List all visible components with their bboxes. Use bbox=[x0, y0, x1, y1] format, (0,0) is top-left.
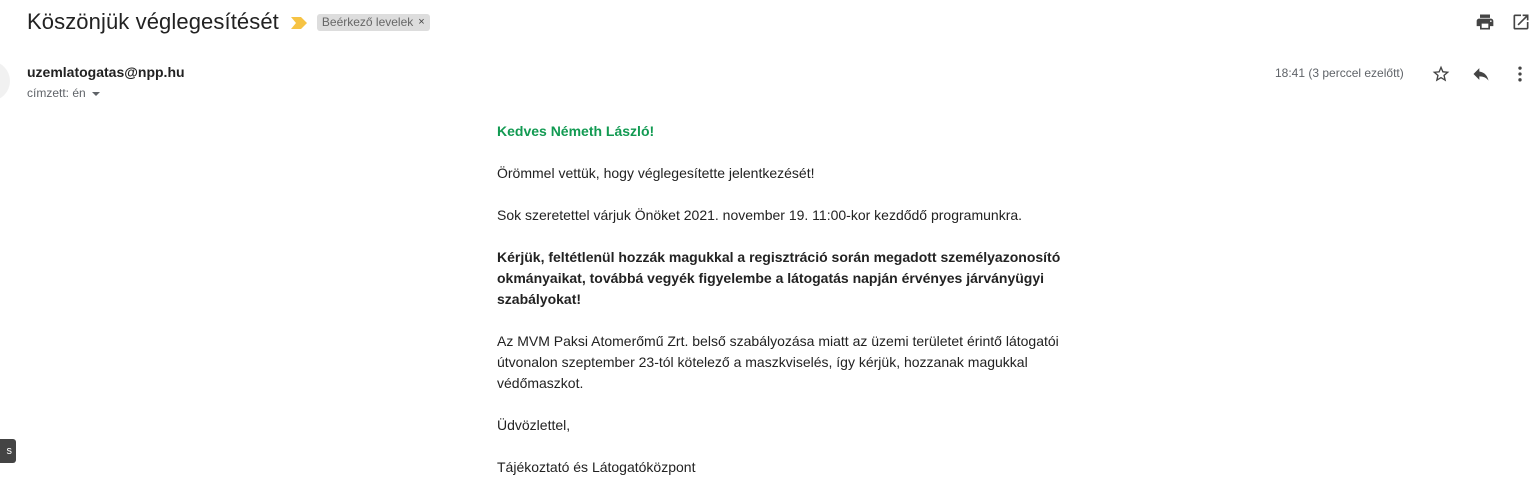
sender-address[interactable]: uzemlatogatas@npp.hu bbox=[27, 64, 185, 80]
label-chip-inbox bbox=[317, 14, 430, 31]
sender-avatar bbox=[0, 61, 10, 101]
importance-marker-icon[interactable] bbox=[291, 17, 307, 29]
recipient-details-toggle[interactable] bbox=[27, 86, 100, 100]
print-icon[interactable] bbox=[1475, 12, 1495, 32]
star-icon[interactable] bbox=[1431, 64, 1451, 84]
remove-label-button[interactable]: × bbox=[418, 15, 425, 28]
open-in-new-window-icon[interactable] bbox=[1511, 12, 1531, 32]
recipient-text: címzett: én bbox=[27, 86, 86, 100]
signature: Tájékoztató és Látogatóközpont bbox=[497, 459, 696, 475]
body-paragraph-4: Az MVM Paksi Atomerőmű Zrt. belső szabályozása miatt az üzemi területet érintő látogatói útvonalon szeptember 23-tól kötelező a maszkviselés, így kérjük, hozzanak magukkal védőmaszkot. bbox=[497, 333, 1059, 391]
body-paragraph-2: Sok szeretettel várjuk Önöket 2021. november 19. 11:00-kor kezdődő programunkra. bbox=[497, 207, 1023, 223]
chevron-down-icon[interactable] bbox=[92, 92, 100, 96]
subject-row bbox=[27, 6, 430, 38]
reply-icon[interactable] bbox=[1471, 64, 1491, 84]
closing: Üdvözlettel, bbox=[497, 417, 571, 433]
label-chip-text: Beérkező levelek bbox=[321, 14, 414, 29]
email-subject: Köszönjük véglegesítését bbox=[27, 9, 279, 34]
greeting: Kedves Németh László! bbox=[497, 123, 655, 139]
message-body bbox=[497, 121, 1077, 498]
body-paragraph-1: Örömmel vettük, hogy véglegesítette jelentkezését! bbox=[497, 165, 815, 181]
body-paragraph-3: Kérjük, feltétlenül hozzák magukkal a regisztráció során megadott személyazonosító okmányaikat, továbbá vegyék figyelembe a látogatás napján érvényes járványügyi szabályokat! bbox=[497, 249, 1061, 307]
tooltip: s bbox=[0, 439, 16, 463]
more-vert-icon[interactable] bbox=[1510, 64, 1530, 84]
message-time: 18:41 (3 perccel ezelőtt) bbox=[1275, 66, 1404, 80]
